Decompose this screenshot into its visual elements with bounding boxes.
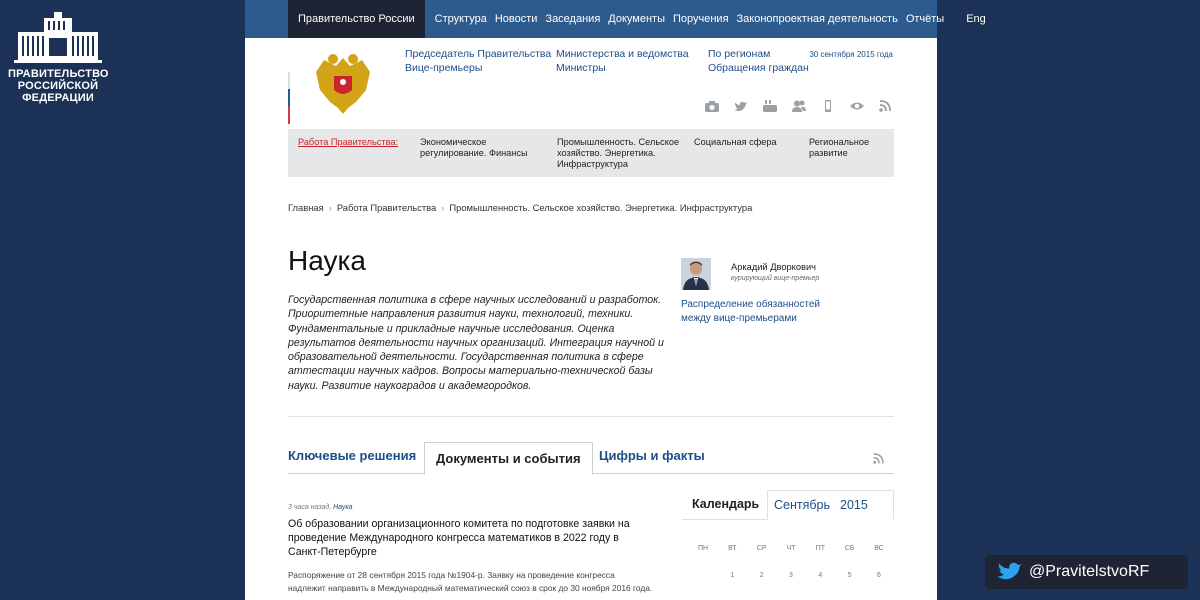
supervisor-role: курирующий вице-премьер [731, 275, 820, 282]
site-header [245, 38, 937, 124]
weekday: ПТ [815, 545, 825, 552]
work-economy[interactable]: Экономическое регулирование. Финансы [420, 137, 528, 158]
rss-icon[interactable] [879, 100, 893, 112]
twitter-icon[interactable] [734, 100, 748, 112]
header-links-col3 [708, 48, 809, 75]
logo-line-1: ПРАВИТЕЛЬСТВО [8, 68, 109, 80]
nav-instructions[interactable]: Поручения [672, 13, 729, 25]
logo-line-3: ФЕДЕРАЦИИ [22, 92, 94, 104]
nav-meetings[interactable]: Заседания [545, 13, 601, 25]
language-switch[interactable]: Eng [966, 13, 986, 25]
link-chairman[interactable]: Председатель Правительства [405, 48, 552, 60]
breadcrumb-separator-icon: › [441, 202, 445, 213]
nav-structure[interactable]: Структура [434, 13, 487, 25]
youtube-icon[interactable] [763, 100, 777, 112]
flag-stripe [288, 72, 290, 124]
calendar-day[interactable]: 1 [730, 572, 735, 579]
twitter-bird-icon [997, 561, 1023, 583]
duties-link[interactable]: Распределение обязанностей между вице-премьерами [681, 299, 820, 324]
news-body: Распоряжение от 28 сентября 2015 года №1904-р. Заявку на проведение конгресса надлежит направить в Международный математический союз в срок до 30 ноября 2016 года. [288, 570, 653, 593]
mobile-icon[interactable] [821, 100, 835, 112]
news-time: 3 часа назад, [288, 504, 332, 511]
social-icons [705, 100, 893, 112]
breadcrumb-home[interactable]: Главная [288, 202, 324, 213]
news-tag[interactable]: Наука [333, 504, 353, 511]
news-meta [288, 504, 653, 511]
page-description: Государственная политика в сфере научных исследований и разработок. Приоритетные направления развития науки, технологий, техники. Фундаментальные и прикладные научные исследования. Оценка результатов деятельности научных организаций. Интеграция научной и образовательной деятельности. Государственная политика в сфере аттестации научных кадров. Вопросы материально-технической базы науки. Развитие наукоградов и академгородков. [288, 294, 664, 392]
link-ministries[interactable]: Министерства и ведомства [556, 48, 689, 60]
tab-key-decisions[interactable]: Ключевые решения [288, 448, 417, 463]
calendar-header [682, 490, 894, 520]
weekday: ВТ [728, 545, 737, 552]
header-links-col1 [405, 48, 551, 75]
current-date: 30 сентября 2015 года [809, 50, 893, 59]
tab-facts-figures[interactable]: Цифры и факты [599, 448, 705, 463]
weekday: ВС [874, 545, 884, 552]
government-logo[interactable] [8, 12, 108, 104]
breadcrumb-separator-icon: › [328, 202, 332, 213]
link-deputy-pm[interactable]: Вице-премьеры [405, 61, 483, 74]
weekday: СБ [844, 545, 855, 552]
twitter-handle-badge [985, 555, 1188, 589]
page-title: Наука [288, 245, 366, 276]
supervisor-name: Аркадий Дворкович [731, 262, 816, 272]
breadcrumb [288, 202, 752, 213]
news-headline[interactable]: Об образовании организационного комитета по подготовке заявки на проведение Международного конгресса математиков в 2022 году в Санкт-Петербурге [288, 518, 630, 558]
nav-reports[interactable]: Отчёты [905, 13, 945, 25]
nav-news[interactable]: Новости [494, 13, 538, 25]
calendar-day[interactable]: 6 [877, 572, 881, 579]
white-house-icon [14, 12, 102, 64]
calendar-day [692, 572, 714, 579]
rss-icon[interactable] [873, 453, 884, 464]
weekday: ПН [697, 545, 709, 552]
logo-line-2: РОССИЙСКОЙ [17, 80, 99, 92]
breadcrumb-work[interactable]: Работа Правительства [336, 202, 437, 213]
news-item [288, 504, 653, 594]
tab-documents-events[interactable]: Документы и события [424, 442, 593, 475]
camera-icon[interactable] [705, 100, 719, 112]
calendar-day[interactable]: 4 [818, 572, 823, 579]
eye-icon[interactable] [850, 100, 864, 112]
nav-legislation[interactable]: Законопроектная деятельность [736, 13, 898, 25]
calendar-label: Календарь [692, 497, 760, 511]
calendar-day[interactable]: 3 [789, 572, 793, 579]
work-industry[interactable]: Промышленность. Сельское хозяйство. Энергетика. Инфраструктура [557, 137, 680, 169]
calendar [682, 490, 894, 579]
calendar-day[interactable]: 5 [847, 572, 852, 579]
header-links-col2 [556, 48, 689, 75]
calendar-year[interactable]: 2015 [840, 498, 868, 512]
work-regional[interactable]: Региональное развитие [809, 137, 870, 158]
top-navigation [245, 0, 986, 38]
twitter-handle: @PravitelstvoRF [1029, 563, 1150, 580]
link-appeals[interactable]: Обращения граждан [708, 61, 809, 74]
avatar [681, 258, 711, 290]
weekday: ЧТ [786, 545, 796, 552]
breadcrumb-industry[interactable]: Промышленность. Сельское хозяйство. Энергетика. Инфраструктура [449, 202, 753, 213]
work-label[interactable]: Работа Правительства: [298, 137, 399, 147]
calendar-month[interactable]: Сентябрь [774, 498, 830, 512]
link-ministers[interactable]: Министры [556, 61, 606, 74]
calendar-day[interactable]: 2 [759, 572, 764, 579]
users-icon[interactable] [792, 100, 806, 112]
divider [288, 416, 894, 417]
main-page [245, 0, 986, 600]
work-social[interactable]: Социальная сфера [694, 137, 777, 147]
content-tabs [288, 442, 894, 474]
link-regions[interactable]: По регионам [708, 48, 771, 60]
nav-brand-link[interactable]: Правительство России [288, 0, 425, 38]
coat-of-arms-icon [312, 50, 374, 116]
government-work-bar [288, 129, 894, 177]
calendar-weekdays [692, 545, 890, 552]
weekday: СР [756, 545, 767, 552]
nav-documents[interactable]: Документы [608, 13, 665, 25]
calendar-days [692, 572, 890, 579]
